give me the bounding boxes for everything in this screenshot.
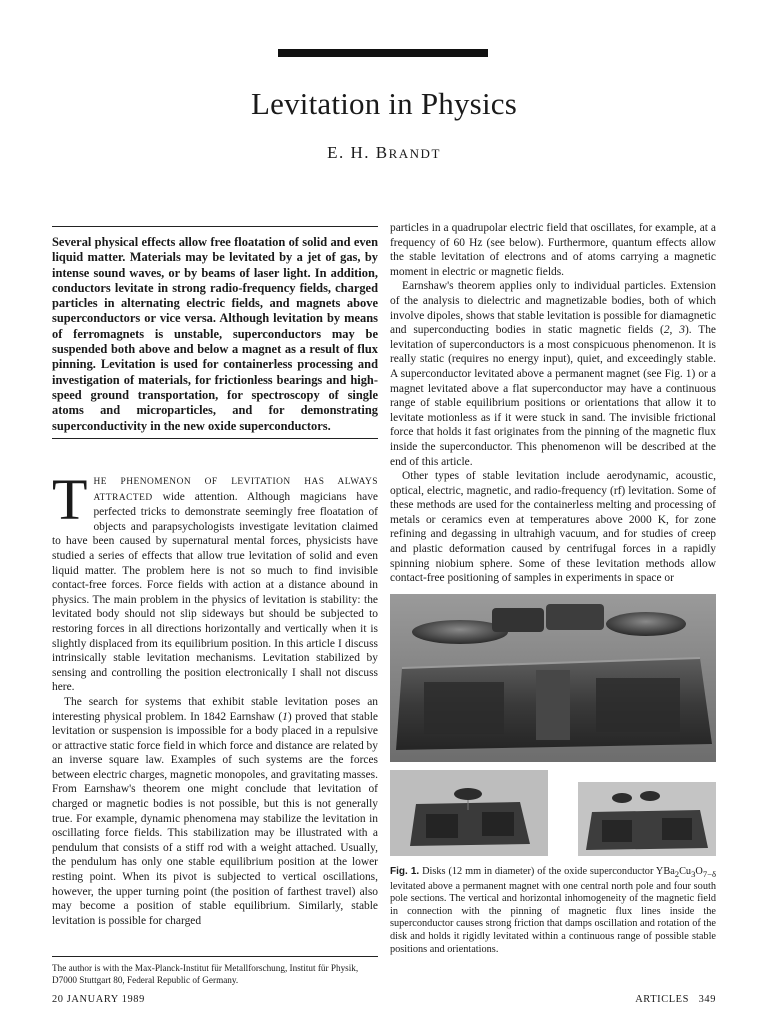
page-number: 349 xyxy=(698,994,716,1005)
paragraph-text: Earnshaw's theorem applies only to individual particles. Extension of the analysis to dielectric and magnetizable bodies, both of which involve dipoles, shows that stable levitation is possible for diamagnetic and superconducting bodies in static magnetic fields ( xyxy=(390,280,716,337)
caption-text: Cu xyxy=(679,866,692,877)
abstract: Several physical effects allow free floatation of solid and even liquid matter. Materials may be levitated by a jet of gas, by intense sound waves, or by beams of laser light. In addition, conductors levitate in strong radio-frequency fields, charged particles in alternating electric fields, and magnets above superconductors or vice versa. Although levitation by means of ferromagnets is unstable, superconductors may be suspended both above and below a magnet as a result of flux pinning. Levitation is used for containerless processing and investigation of materials, for frictionless bearings and high-speed ground transportation, for spectroscopy of single atoms and microparticles, and for demonstrating superconductivity in the new oxide superconductors. xyxy=(52,235,378,433)
continued-paragraph: particles in a quadrupolar electric field that oscillates, for example, at a frequency of 60 Hz (see below). Furthermore, quantum effects allow the stable levitation of electrons and of atoms carrying a magnetic moment in electric or magnetic fields. xyxy=(390,222,716,278)
abstract-top-rule xyxy=(52,226,378,227)
reference-citation: 2, 3 xyxy=(663,324,685,337)
footnote-rule xyxy=(52,956,378,957)
caption-text: Disks (12 mm in diameter) of the oxide superconductor YBa xyxy=(419,866,675,877)
author-affiliation-footnote: The author is with the Max-Planck-Institut für Metallforschung, Institut für Physik, D7000 Stuttgart 80, Federal Republic of Germany. xyxy=(52,963,359,985)
figure-label: Fig. 1. xyxy=(390,866,420,877)
extension-paragraph xyxy=(390,279,716,469)
abstract-bottom-rule xyxy=(52,438,378,439)
page-footer-right xyxy=(635,994,716,1005)
left-column xyxy=(52,467,379,928)
caption-subscript: 7−δ xyxy=(702,869,716,880)
issue-date: 20 JANUARY 1989 xyxy=(52,994,145,1005)
earnshaw-paragraph xyxy=(52,695,378,929)
section-name: ARTICLES xyxy=(635,994,690,1005)
caption-subscript: 3 xyxy=(691,869,696,880)
figure-photo-right xyxy=(578,782,716,856)
caption-text: O xyxy=(695,866,703,877)
title-bar-decoration xyxy=(278,49,488,57)
author-byline xyxy=(0,143,768,163)
drop-cap: T xyxy=(52,467,88,532)
right-column xyxy=(390,221,716,586)
paragraph-text: The search for systems that exhibit stable levitation poses an interesting physical problem. In 1842 Earnshaw ( xyxy=(52,695,378,723)
caption-subscript: 2 xyxy=(674,869,680,880)
figure-photo-main xyxy=(390,594,716,762)
levitation-types-paragraph: Other types of stable levitation include aerodynamic, acoustic, optical, electric, magnetic, and radio-frequency (rf) levitation. Some of these methods are used for the containerless melting and processing of metals or ceramics even at temperatures above 2000 K, for zone refining and degassing in ultrahigh vacuum, and for studies of creep and plastic deformation caused by centrifugal forces in a rapidly spinning niobium sphere. Some of these levitation methods allow contact-free positioning of samples in experiments in space or xyxy=(390,470,716,585)
caption-text: levitated above a permanent magnet with one central north pole and four south pole sections. The vertical and horizontal inhomogeneity of the magnetic field in connection with the pinning of magnetic flux lines inside the superconductor causes strong friction that damps oscillation and rotation of the disk and holds it rigidly levitated within a continuous range of possible stable positions and orientations. xyxy=(390,880,716,955)
intro-paragraph xyxy=(52,467,379,695)
paragraph-text: ). The levitation of superconductors is a most conspicuous phenomenon. It is really static (requires no energy input), quiet, and exceedingly stable. A superconductor levitated above a permanent magnet (see Fig. 1) or a magnet levitated above a flat superconductor may have a continuous range of stable equilibrium positions or orientations that allow it to levitate motionless as if it were stuck in sand. The invisible frictional force that holds it fast originates from the pinning of the magnetic flux inside the superconductor. This phenomenon will be described at the end of this article. xyxy=(390,324,716,468)
lead-in-smallcaps: HE PHENOMENON OF LEVITATION HAS ALWAYS ATTRACTED xyxy=(93,477,378,503)
author-name-initials: E. H. B xyxy=(327,143,389,162)
figure-photo-left xyxy=(390,770,548,856)
intro-text: wide attention. Although magicians have perfected tricks to demonstrate seemingly free floatation of objects and parapsychologists investigate levitation claimed to have been caused by supernatural mental forces, physicists have studied a series of effects that allow true levitation of solid and even liquid matter. The problem here is not so much to find invisible contact-free forces. Force fields with action at a distance abound in physics. The main problem in the physics of levitation is stability: the levitated body should not slip sideways but should be subjected to restoring forces in all directions horizontally and vertically when it is slightly displaced from its equilibrium position. In this article I discuss intrinsically stable levitation mechanisms. Levitation stabilized by sensing and controlling the position electronically I shall not discuss here. xyxy=(52,490,379,694)
figure-caption xyxy=(390,866,716,956)
reference-citation: 1 xyxy=(282,710,288,723)
paragraph-text: ) proved that stable levitation or suspension is impossible for a body placed in a repulsive or attractive static force field in which force and distance are related by an inverse square law. Examples of such systems are the forces between electric charges, magnetic monopoles, and gravitating masses. From Earnshaw's theorem one might conclude that levitation of charged or magnetic bodies is not possible, but this is not generally true. For example, dynamic phenomena may stabilize the levitation in oscillating force fields. This stabilization may be illustrated with a pendulum that consists of a stiff rod with a weight attached. Usually, the pendulum has only one stable equilibrium position at the lower resting point. When its pivot is subjected to vertical oscillations, however, the upper turning point (the position of farthest travel) also may become a position of stable equilibrium. Similarly, stable levitation is possible for charged xyxy=(52,710,378,927)
article-title: Levitation in Physics xyxy=(251,86,517,121)
author-name-smallcaps: RANDT xyxy=(388,146,441,161)
